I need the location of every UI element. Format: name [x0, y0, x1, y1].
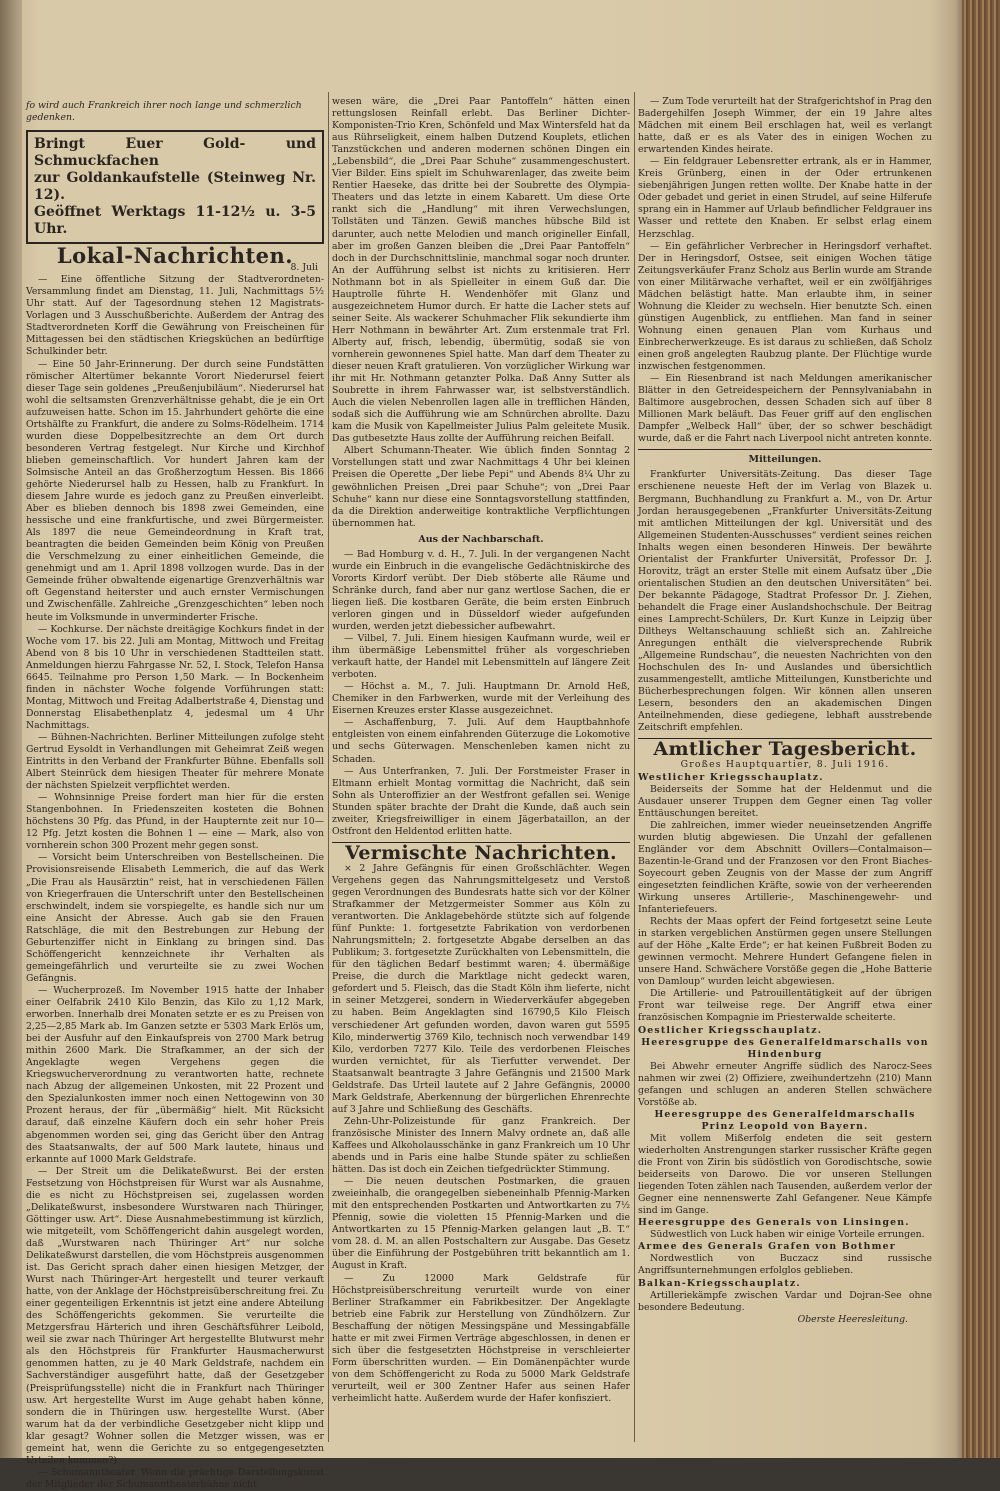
front-heading: Oestlicher Kriegsschauplatz.: [638, 1024, 823, 1036]
article-paragraph: — Vilbel, 7. Juli. Einem hiesigen Kaufmann wurde, weil er ihm übermäßige Lebensmittel früher als vorgeschrieben verkauft hatte, der Handel mit Lebensmitteln auf längere Zeit verboten.: [332, 633, 630, 681]
article-paragraph: — Zu 12000 Mark Geldstrafe für Höchstpreisüberschreitung verurteilt wurde von einer Berliner Strafkammer ein Fabrikbesitzer. Der Angeklagte betrieb eine Fabrik zur Herstellung von Zündhölzern. Zur Beschaffung der nötigen Messingspäne und Messingabfälle hatte er mit zwei Firmen Verträge abgeschlossen, in denen er sich über die festgesetzten Höchstpreise in verschleierter Form überschritten wurden. — Ein Domänenpächter wurde von dem Schöffengericht zu Roda zu 5000 Mark Geldstrafe verurteilt, weil er 300 Zentner Hafer aus seinen Hafer verheimlicht hatte. Außerdem wurde der Hafer konfisziert.: [332, 1272, 630, 1404]
section-date: 8. Juli: [290, 262, 318, 274]
article-paragraph: — Ein gefährlicher Verbrecher in Heringsdorf verhaftet. Der in Heringsdorf, Ostsee, seit einigen Wochen tätige Zeitungsverkäufer Franz Scholz aus Berlin wurde am Strande von einer Militärwache verhaftet, weil er ein zwölfjähriges Mädchen belästigt hatte. Man erlaubte ihm, in seiner Wohnung die Kleider zu wechseln. Hier benutzte Sch. einen günstigen Augenblick, zu entfliehen. Man fand in seiner Wohnung einen genauen Plan vom Kurhaus und Einbrecherwerkzeuge. Es ist daraus zu schließen, daß Scholz einen groß angelegten Raubzug plante. Der Flüchtige wurde inzwischen festgenommen.: [638, 240, 932, 373]
column-rule: [328, 92, 329, 1442]
section-divider: [638, 449, 932, 450]
column-1: [26, 100, 324, 1490]
article-paragraph: — Eine 50 Jahr-Erinnerung. Der durch seine Fundstätten römischer Altertümer bekannte Vorort Niederursel feiert dieser Tage sein goldenes „Preußenjubiläum“. Niederursel hat wohl die seltsamsten Grenzverhältnisse gehabt, die je ein Ort aufzuweisen hatte. Schon im 15. Jahrhundert gehörte die eine Ortshälfte zu Frankfurt, die andere zu Solms-Rödelheim. 1714 wurden diese Doppelbesitzrechte an dem Ort durch besonderen Vertrag festgelegt. Nur Kirche und Kirchhof blieben gemeinschaftlich. Vor hundert Jahren kam der Solmsische Anteil an das Großherzogtum Hessen. Bis 1866 gehörte Niederursel halb zu Hessen, halb zu Frankfurt. In diesem Jahre wurde es jedoch ganz zu Preußen einverleibt. Aber es blieben dennoch bis 1898 zwei Gemeinden, eine hessische und eine frankfurtische, und zwei Bürgermeister. Als 1897 die neue Gemeindeordnung in Kraft trat, beantragten die beiden Gemeinden beim König von Preußen die Verschmelzung zu einer einheitlichen Gemeinde, die genehmigt und am 1. April 1898 vollzogen wurde. Das in der Gemeinde früher obwaltende eigenartige Grenzverhältnis war oft Gegenstand heiterster und auch ernster Vermischungen und Zwischenfälle. Zahlreiche „Grenzgeschichten“ leben noch heute im Volksmunde in unverminderter Frische.: [26, 358, 324, 623]
article-paragraph: — Schumanntheater. Wenn die prächtige Darstellungskunst der Mitglieder der Schumanntheaterbühne nicht: [26, 1466, 324, 1490]
article-paragraph: — Die neuen deutschen Postmarken, die grauen zweieinhalb, die orangegelben siebeneinhalb Pfennig-Marken mit den entsprechenden Postkarten und Antwortkarten zu 7½ Pfennig, sowie die violetten 15 Pfennig-Marken und die Antwortkarten zu 15 Pfennig-Marken gelangen laut „B. T.“ vom 28. d. M. an allen Postschaltern zur Ausgabe. Das Gesetz über die Einführung der Postgebühren tritt bekanntlich am 1. August in Kraft.: [332, 1176, 630, 1272]
report-paragraph: Bei Abwehr erneuter Angriffe südlich des Narocz-Sees nahmen wir zwei (2) Offiziere, zweihundertzehn (210) Mann gefangen und schlugen an anderen Stellen schwächere Vorstöße ab.: [638, 1060, 932, 1108]
article-paragraph: Zehn-Uhr-Polizeistunde für ganz Frankreich. Der französische Minister des Innern Malvy ordnete an, daß alle Kaffees und Alkoholausschänke in ganz Frankreich um 10 Uhr abends und in Paris eine halbe Stunde später zu schließen hätten. Das ist doch ein Zeichen tiefgedrückter Stimmung.: [332, 1115, 630, 1176]
article-paragraph: — Vorsicht beim Unterschreiben von Bestellscheinen. Die Provisionsreisende Elisabeth Lemmerich, die auf das Werk „Die Frau als Hausärztin“ reist, hat in verschiedenen Fällen von Kriegerfrauen die Unterschrift unter den Bestellscheinen erschwindelt, indem sie vorspiegelte, es handle sich nur um eine Ansicht der Abresse. Auch gab sie den Frauen Ratschläge, die mit den Bestrebungen zur Hebung der Geburtenziffer nicht in Einklang zu bringen sind. Das Schöffengericht kennzeichnete ihr Verhalten als gemeingefährlich und verurteilte sie zu zwei Wochen Gefängnis.: [26, 852, 324, 984]
continued-fragment: [26, 100, 324, 124]
army-group-heading: Heeresgruppe des Generalfeldmarschalls von Hindenburg: [641, 1036, 929, 1060]
gold-ad-box: [26, 130, 324, 244]
front-heading: Westlicher Kriegsschauplatz.: [638, 771, 824, 783]
article-paragraph: — Zum Tode verurteilt hat der Strafgerichtshof in Prag den Badergehilfen Joseph Wimmer, der ein 19 Jahre altes Mädchen mit einem Beil erschlagen hat, weil es verlangt hatte, daß er es als Vater des in einigen Wochen zu erwartenden Kindes heirate.: [638, 96, 932, 156]
article-paragraph: — Ein feldgrauer Lebensretter ertrank, als er in Hammer, Kreis Grünberg, einen in der Oder ertrunkenen siebenjährigen Jungen retten wollte. Der Knabe hatte in der Oder gebadet und geriet in einen Strudel, auf seine Hilferufe sprang ein in Hammer auf Urlaub befindlicher Feldgrauer ins Wasser und rettete den Knaben. Er selbst erlag einem Herzschlag.: [638, 156, 932, 240]
article-paragraph: Albert Schumann-Theater. Wie üblich finden Sonntag 2 Vorstellungen statt und zwar Nachmittags 4 Uhr bei kleinen Preisen die Operette „Der liebe Pepi“ und Abends 8¼ Uhr zu gewöhnlichen Preisen „Drei paar Schuhe“; von „Drei Paar Schuhe“ kann nur diese eine Sonntagsvorstellung stattfinden, da die Direktion anderweitige kontraktliche Verpflichtungen übernommen hat.: [332, 445, 630, 529]
front-heading: Balkan-Kriegsschauplatz.: [638, 1277, 801, 1289]
article-paragraph: ⨯ 2 Jahre Gefängnis für einen Großschlächter. Wegen Vergehens gegen das Nahrungsmittelgesetz und Verstoß gegen Verordnungen des Bundesrats hatte sich vor der Kölner Strafkammer der Metzgermeister Sommer aus Köln zu verantworten. Die Anklagebehörde stützte sich auf folgende fünf Punkte: 1. fortgesetzte Fabrikation von verdorbenen Nahrungsmitteln; 2. fortgesetzte Abgabe derselben an das Publikum; 3. fortgesetzte Zurückhalten von Lebensmitteln, die für den täglichen Bedarf bestimmt waren; 4. übermäßige Preise, die durch die Marktlage nicht gedeckt waren, gefordert und 5. Fleisch, das die Stadt Köln ihm lieferte, nicht in seiner Metzgerei, sondern in Wiederverkäufer abgegeben zu haben. Beim Angeklagten sind 16790,5 Kilo Fleisch verschiedener Art gefunden worden, davon waren gut 5595 Kilo, minderwertig 3769 Kilo, technisch noch verwendbar 149 Kilo, verdorben 7277 Kilo. Teile des verdorbenen Fleisches wurden vernichtet, für als Tierfutter verwendet. Der Staatsanwalt beantragte 3 Jahre Gefängnis und 21500 Mark Geldstrafe. Das Urteil lautete auf 2 Jahre Gefängnis, 20000 Mark Geldstrafe, Aberkennung der bürgerlichen Ehrenrechte auf 3 Jahre und Schließung des Geschäfts.: [332, 862, 630, 1115]
article-paragraph: wesen wäre, die „Drei Paar Pantoffeln“ hätten einen rettungslosen Reinfall erlebt. Das Berliner Dichter-Komponisten-Trio Kren, Schönfeld und Max Wintersfeld hat da aus Rührseligkeit, einem halben Dutzend Kouplets, etlichen Tanzstückchen und anderen modernen schönen Dingen ein „Lebensbild“, die „Drei Paar Schuhe“ zusammengeschustert. Vier Bilder. Eins spielt im Schuhwarenlager, das zweite beim Rentier Haeseke, das dritte bei der Soubrette des Olympia-Theaters und das letzte in einem Kabarett. Um diese Orte rankt sich die „Handlung“ mit ihren Verwechslungen, Tollstäten und Tänzen. Gewiß manches hübsche Bild ist darunter, auch nette Melodien und manch origineller Einfall, aber im großen Ganzen bleiben die „Drei Paar Pantoffeln“ doch in der Durchschnittslinie, manchmal sogar noch drunter. An der Aufführung selbst ist nichts zu kritisieren. Herr Nothmann bot in als Spielleiter in einem Guß dar. Die Hauptrolle führte H. Wendenhöfer mit Glanz und ausgezeichnetem Humor durch. Er hatte die Lacher stets auf seiner Seite. Als wackerer Schuhmacher Flik sekundierte ihm Herr Nothmann in bewährter Art. Zum erstenmale trat Frl. Alberty auf, frisch, lebendig, übermütig, sodaß sie von vornherein gewonnenes Spiel hatte. Man darf dem Theater zu dieser neuen Kraft gratulieren. Von vorzüglicher Wirkung war ihr mit Hr. Nothmann getanzter Polka. Daß Anny Sutter als Soubrette in ihrem Fahrwasser war, ist selbstverständlich. Auch die vielen Nebenrollen lagen alle in trefflichen Händen, sodaß sich die Aufführung wie am Schnürchen abrollte. Dazu kam die Musik von Kapellmeister Julius Palm geleitete Musik. Das gutbesetzte Haus zollte der Aufführung reichen Beifall.: [332, 96, 630, 445]
army-group-heading: Armee des Generals Grafen von Bothmer: [638, 1241, 896, 1253]
binding-gutter: [0, 0, 22, 1458]
article-paragraph: — Aus Unterfranken, 7. Juli. Der Forstmeister Fraser in Eltmann erhielt Montag vormittag die Nachricht, daß sein Sohn als Unteroffizier an der Westfront gefallen sei. Wenige Stunden später brachte der Draht die Kunde, daß auch sein zweiter, Kriegsfreiwilliger in einem Jägerbataillon, an der Ostfront den Heldentod erlitten hatte.: [332, 765, 630, 837]
article-paragraph: — Kochkurse. Der nächste dreitägige Kochkurs findet in der Woche vom 17. bis 22. Juli am Montag, Mittwoch und Freitag Abend von 8 bis 10 Uhr in verschiedenen Stadtteilen statt. Anmeldungen hierzu Fahrgasse Nr. 52, I. Stock, Telefon Hansa 6645. Teilnahme pro Person 1,50 Mark. — In Bockenheim finden in nächster Woche folgende Vorführungen statt: Montag, Mittwoch und Freitag Adalbertstraße 4, Dienstag und Donnerstag Elisabethenplatz 4, jedesmal um 4 Uhr Nachmittags.: [26, 623, 324, 731]
army-group-heading: Heeresgruppe des Generals von Linsingen.: [638, 1217, 910, 1229]
report-paragraph: Nordwestlich von Buczacz sind russische Angriffsunternehmungen erfolglos geblieben.: [638, 1253, 932, 1277]
article-paragraph: — Aschaffenburg, 7. Juli. Auf dem Hauptbahnhofe entgleisten von einem einfahrenden Güterzuge die Lokomotive und sechs Güterwagen. Menschenleben kamen nicht zu Schaden.: [332, 717, 630, 765]
article-paragraph: — Bühnen-Nachrichten. Berliner Mitteilungen zufolge steht Gertrud Eysoldt in Verhandlungen mit Geheimrat Zeiß wegen Eintritts in den Verband der Frankfurter Bühne. Ebenfalls soll Albert Steinrück dem hiesigen Theater für mehrere Monate der nächsten Spielzeit verpflichtet werden.: [26, 731, 324, 792]
report-paragraph: Rechts der Maas opfert der Feind fortgesetzt seine Leute in starken vergeblichen Anstürmen gegen unsere Stellungen auf der Höhe „Kalte Erde“; er hat keinen Fußbreit Boden zu gewinnen vermocht. Mehrere Hundert Gefangene fielen in unsere Hand. Schwächere Vorstöße gegen die „Hohe Batterie von Damloup“ wurden leicht abgewiesen.: [638, 916, 932, 988]
article-paragraph: Frankfurter Universitäts-Zeitung. Das dieser Tage erschienene neueste Heft der im Verlag von Blazek u. Bergmann, Buchhandlung zu Frankfurt a. M., von Dr. Artur Jordan herausgegebenen „Frankfurter Universitäts-Zeitung mit amtlichen Mitteilungen der kgl. Universität und des Allgemeinen Studenten-Ausschusses“ verdient seines reichen Inhalts wegen einen besonderen Hinweis. Der bewährte Orientalist der Frankfurter Universität, Professor Dr. J. Horovitz, trägt an erster Stelle mit einem Aufsatz über „Die orientalischen Studien an den deutschen Universitäten“ bei. Der bekannte Pädagoge, Stadtrat Professor Dr. J. Ziehen, behandelt die Frage einer Auslandshochschule. Der Beitrag eines Lamprecht-Schülers, Dr. Kurt Kunze in Leipzig über Diltheys Weltanschauung schließt sich an. Zahlreiche Anregungen enthält die vielversprechende Rubrik „Allgemeine Rundschau“, die neuesten Nachrichten von den Hochschulen des In- und Auslandes und übersichtlich zusammengestellt, amtliche Mitteilungen, Kunstberichte und Bücherbesprechungen folgen. Wir können allen unseren Lesern, besonders den an akademischen Dingen Anteilnehmenden, diese gediegene, lebhaft ausstrebende Zeitschrift empfehlen.: [638, 469, 932, 734]
section-title-mitteilungen: Mitteilungen.: [748, 454, 822, 466]
column-rule: [634, 92, 635, 1442]
book-spine: [962, 0, 1000, 1458]
article-paragraph: — Bad Homburg v. d. H., 7. Juli. In der vergangenen Nacht wurde ein Einbruch in die evangelische Gedächtniskirche des Vororts Kirdorf verübt. Der Dieb stöberte alle Räume und Schränke durch, fand aber nur ganz wertlose Sachen, die er liegen ließ. Die kostbaren Geräte, die beim ersten Einbruch verloren gingen und in Düsseldorf wieder aufgefunden wurden, werden jetzt diebessicher aufbewahrt.: [332, 548, 630, 633]
article-paragraph: — Der Streit um die Delikateßwurst. Bei der ersten Festsetzung von Höchstpreisen für Wurst war als Ausnahme, die es nicht zu Höchstpreisen sei, zugelassen worden „Delikateßwurst, insbesondere Wurstwaren nach Thüringer, Göttinger usw. Art“. Diese Ausnahmebestimmung ist kürzlich, wie mitgeteilt, vom Schöffengericht dahin ausgelegt worden, daß „Wurstwaren nach Thüringer Art“ nur solche Delikateßwurst darstellen, die vom Höchstpreis ausgenommen ist. Das Gericht sprach daher einen hiesigen Metzger, der Wurst nach Thüringer-Art hergestellt und teurer verkauft hatte, von der Anklage der Höchstpreisüberschreitung frei. Zu einer gegenteiligen Erkenntnis ist jetzt eine andere Abteilung des Schöffengerichts gekommen. Sie verurteilte die Metzgersfrau Härterich und ihren Geschäftsführer Leibold, weil sie zwar nach Thüringer Art hergestellte Blutwurst mehr als den Höchstpreis für Frankfurter Hausmacherwurst genommen hatten, zu je 40 Mark Geldstrafe, nachdem ein Sachverständiger ausgeführt hatte, daß der Gesetzgeber (Preisprüfungsstelle) nicht die in Frankfurt nach Thüringer usw. Art hergestellte Wurst im Auge gehabt haben könne, sondern die in Thüringen usw. hergestellte Wurst. (Aber warum hat da der verbindliche Gesetzgeber nicht klipp und klar gesagt? Wohner sollen die Metzger wissen, was er gemeint hat, wenn die Gerichte zu so entgegengesetzten Urteilen kommen?): [26, 1165, 324, 1466]
report-paragraph: Mit vollem Mißerfolg endeten die seit gestern wiederholten Anstrengungen starker russischer Kräfte gegen die Front von Zirin bis südöstlich von Gorodischtsche, sowie beiderseits von Darowo. Die vor unseren Stellungen liegenden Toten zählen nach Tausenden, außerdem verlor der Gegner eine nennenswerte Zahl Gefangener. Neue Kämpfe sind im Gange.: [638, 1132, 932, 1217]
ad-line: Bringt Euer Gold- und Schmuckfachen: [34, 136, 316, 170]
article-paragraph: — Eine öffentliche Sitzung der Stadtverordneten-Versammlung findet am Dienstag, 11. Juli, Nachmittags 5½ Uhr statt. Auf der Tagesordnung stehen 12 Magistrats-Vorlagen und 3 Ausschußberichte. Außerdem der Antrag des Stadtverordneten Korff die Gewährung von Freischeinen für Mittagessen bei den städtischen Kriegsküchen an bedürftige Schulkinder betr.: [26, 274, 324, 358]
report-signature: Oberste Heeresleitung.: [797, 1313, 908, 1325]
article-paragraph: — Ein Riesenbrand ist nach Meldungen amerikanischer Blätter in den Getreidespeichern der Pennsylvaniabahn in Baltimore ausgebrochen, dessen Schaden sich auf über 8 Millionen Mark beläuft. Das Feuer griff auf den englischen Dampfer „Welbeck Hall“ über, der so schwer beschädigt wurde, daß er die Fahrt nach Liverpool nicht antreten konnte.: [638, 373, 932, 445]
report-paragraph: Artilleriekämpfe zwischen Vardar und Dojran-See ohne besondere Bedeutung.: [638, 1289, 932, 1313]
report-paragraph: Die Artillerie- und Patrouillentätigkeit auf der übrigen Front war teilweise rege. Der Angriff etwa einer französischen Kompagnie im Priesterwalde scheiterte.: [638, 988, 932, 1024]
newspaper-page: [24, 92, 954, 1490]
section-title-nachbarschaft: Aus der Nachbarschaft.: [418, 533, 544, 545]
army-group-heading: Heeresgruppe des Generalfeldmarschalls Prinz Leopold von Bayern.: [654, 1108, 916, 1132]
column-3: [638, 96, 932, 1442]
section-title-lokal: Lokal-Nachrichten.: [56, 243, 294, 269]
section-title-tagesbericht: Amtlicher Tagesbericht.: [653, 738, 917, 761]
article-paragraph: — Höchst a. M., 7. Juli. Hauptmann Dr. Arnold Heß, Chemiker in den Farbwerken, wurde mit der Verleihung des Eisernen Kreuzes erster Klasse ausgezeichnet.: [332, 681, 630, 717]
article-paragraph: — Wohnsinnige Preise fordert man hier für die ersten Stangenbohnen. In Friedenszeiten kosteten die Bohnen höchstens 30 Pfg. das Pfund, in der Haupternte zeit nur 10—12 Pfg. Jetzt kosten die Bohnen 1 — eine — Mark, also von vornherein schon 300 Prozent mehr gegen sonst.: [26, 792, 324, 852]
fragment-line: gedenken.: [26, 112, 75, 124]
report-paragraph: Beiderseits der Somme hat der Heldenmut und die Ausdauer unserer Truppen dem Gegner einen Tag voller Enttäuschungen bereitet.: [638, 783, 932, 819]
ad-line: Geöffnet Werktags 11-12½ u. 3-5 Uhr.: [34, 204, 316, 238]
report-paragraph: Die zahlreichen, immer wieder neueinsetzenden Angriffe wurden blutig abgewiesen. Die Unzahl der gefallenen Engländer vor dem Abschnitt Ovillers—Contalmaison—Bazentin-le-Grand und der Franzosen vor den Front Biaches-Soyecourt geben Zeugnis von der Masse der zum Angriff eingesetzten feindlichen Kräfte, sowie von der verheerenden Wirkung unseres Artillerie-, Maschinengewehr- und Infanteriefeuers.: [638, 819, 932, 916]
ad-line: zur Goldankaufstelle (Steinweg Nr. 12).: [34, 170, 316, 204]
section-title-vermischte: Vermischte Nachrichten.: [345, 841, 617, 864]
column-2: [332, 96, 630, 1442]
report-paragraph: Südwestlich von Luck haben wir einige Vorteile errungen.: [650, 1229, 925, 1241]
article-paragraph: — Wucherprozeß. Im November 1915 hatte der Inhaber einer Oelfabrik 2410 Kilo Benzin, das Kilo zu 1,12 Mark, erworben. Innerhalb drei Monaten setzte er es zu Preisen von 2,25—2,85 Mark ab. Im Ganzen setzte er 5303 Mark Erlös um, bei der Ausfuhr auf den Einkaufspreis von 2700 Mark betrug mithin 2600 Mark. Die Strafkammer, an der sich der Angeklagte wegen Vergehens gegen die Kriegswucherverordnung zu verantworten hatte, rechnete nach Abzug der allgemeinen Unkosten, mit 22 Prozent und den Spezialunkosten immer noch einen Nettogewinn von 30 Prozent heraus, der für „übermäßig“ hielt. Mit Rücksicht darauf, daß einzelne Käufern doch ein sehr hoher Preis abgenommen worden sei, ging das Gericht über den Antrag des Staatsanwalts, der auf 500 Mark lautete, hinaus und erkannte auf 1000 Mark Geldstrafe.: [26, 984, 324, 1165]
report-dateline: Großes Hauptquartier, 8. Juli 1916.: [680, 759, 890, 771]
fragment-line: fo wird auch Frankreich ihrer noch lange und schmerzlich: [26, 100, 302, 111]
